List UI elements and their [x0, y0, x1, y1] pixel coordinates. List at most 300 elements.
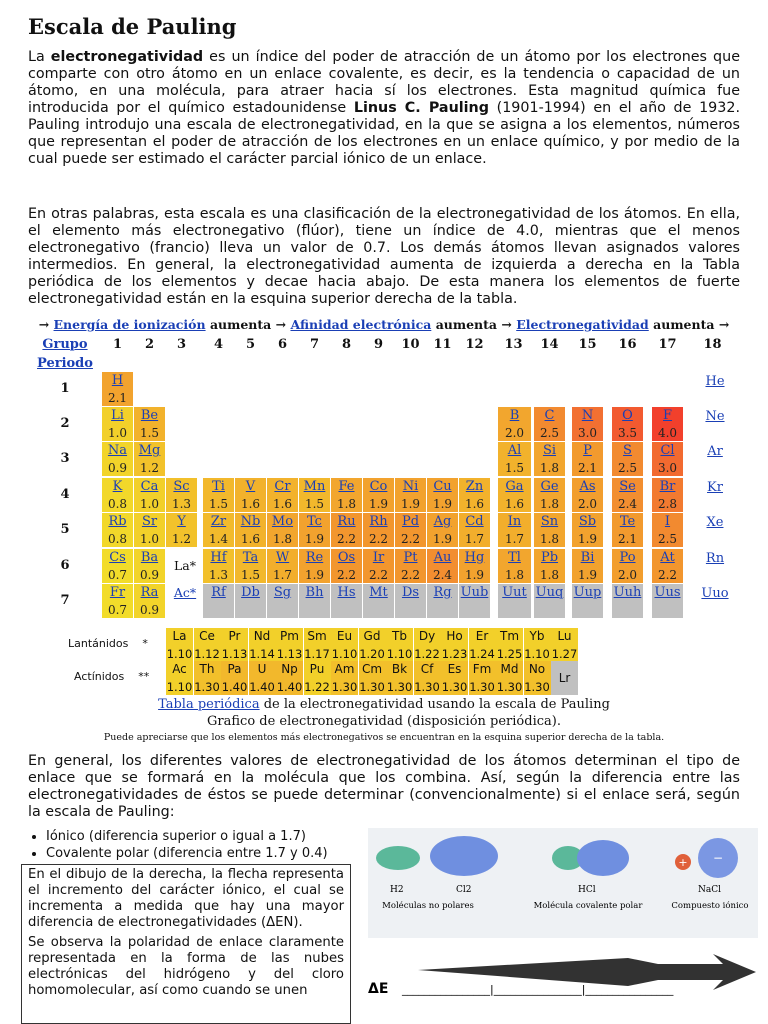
element-symbol: I — [664, 514, 671, 529]
element-symbol: In — [507, 514, 522, 529]
lanthanide-cell[interactable] — [194, 628, 221, 662]
element-cell[interactable] — [697, 478, 733, 512]
electronegativity-value: 2.5 — [617, 461, 638, 475]
element-symbol: Mt — [369, 585, 388, 600]
electronegativity-value: 1.30 — [469, 680, 495, 694]
element-cell[interactable] — [612, 407, 643, 441]
period-number: 7 — [60, 593, 70, 608]
lanthanide-cell[interactable] — [276, 628, 303, 662]
element-symbol: Lr — [558, 671, 571, 685]
element-symbol: Bk — [391, 662, 408, 676]
electronegativity-value: 1.14 — [249, 647, 275, 661]
element-symbol: Uut — [502, 585, 527, 600]
element-symbol: B — [509, 408, 520, 423]
element-cell[interactable] — [363, 478, 394, 512]
element-cell[interactable] — [534, 478, 565, 512]
element-cell[interactable] — [534, 407, 565, 441]
electronegativity-value: 2.1 — [107, 391, 128, 405]
element-symbol: Bh — [305, 585, 324, 600]
actinide-cell[interactable] — [221, 661, 248, 695]
list-item: • Covalente polar (diferencia entre 1.7 y 0.4) — [46, 845, 386, 862]
group-number: 10 — [401, 337, 420, 352]
element-cell[interactable] — [134, 478, 165, 512]
element-cell[interactable] — [697, 513, 733, 547]
element-symbol: Pt — [403, 550, 418, 565]
element-cell[interactable] — [395, 478, 426, 512]
element-symbol: Mo — [271, 514, 294, 529]
electronegativity-value: 2.1 — [577, 461, 598, 475]
electronegativity-value: 1.9 — [400, 497, 421, 511]
electronegativity-value: 1.9 — [464, 568, 485, 582]
element-cell[interactable] — [697, 372, 733, 406]
electronegativity-value: 1.8 — [539, 497, 560, 511]
electronegativity-value: 2.1 — [617, 532, 638, 546]
element-symbol: Rg — [433, 585, 452, 600]
link-electronegatividad[interactable]: Electronegatividad — [516, 317, 649, 332]
element-symbol: Db — [241, 585, 260, 600]
element-cell[interactable] — [652, 407, 683, 441]
hcl-label: HCl — [578, 885, 596, 895]
element-cell[interactable] — [235, 478, 266, 512]
element-symbol: Np — [281, 662, 298, 676]
period-number: 4 — [60, 487, 70, 502]
electronegativity-value: 2.2 — [368, 568, 389, 582]
actinide-cell[interactable] — [194, 661, 221, 695]
group-number: 14 — [540, 337, 559, 352]
electronegativity-value: 2.2 — [336, 532, 357, 546]
electronegativity-value: 1.10 — [166, 647, 193, 661]
element-cell[interactable] — [498, 584, 531, 618]
element-symbol: Cm — [361, 662, 383, 676]
element-cell[interactable] — [166, 513, 197, 547]
element-symbol: Pr — [228, 629, 241, 643]
molecule-illustration — [368, 828, 758, 938]
lanthanide-ref[interactable]: La* — [173, 558, 196, 573]
lanthanide-cell[interactable] — [359, 628, 386, 662]
molecule-diagram — [368, 828, 758, 938]
element-cell[interactable] — [459, 513, 490, 547]
element-cell[interactable] — [427, 513, 458, 547]
actinide-cell[interactable] — [249, 661, 276, 695]
electronegativity-value: 1.30 — [386, 680, 413, 694]
actinide-cell[interactable] — [496, 661, 523, 695]
link-energia-ionizacion[interactable]: Energía de ionización — [53, 317, 206, 332]
element-cell[interactable] — [331, 549, 362, 583]
element-symbol: Co — [369, 479, 388, 494]
element-symbol: Th — [199, 662, 215, 676]
actinide-cell[interactable] — [304, 661, 331, 695]
element-symbol: Tb — [392, 629, 407, 643]
element-cell[interactable] — [697, 584, 733, 618]
actinide-ref[interactable]: Ac* — [173, 585, 197, 600]
element-cell[interactable] — [498, 407, 531, 441]
element-cell[interactable] — [572, 584, 603, 618]
explanation-box: En el dibujo de la derecha, la flecha representa el incremento del carácter iónico, el cual se incrementa a medida que hay una mayor diferencia de electronegatividades (ΔEN). Se observa la polaridad de enlace claramente representada en la forma de las nubes electrónicas del hidrógeno y del cloro homomolecular, así como cuando se unen — [21, 864, 351, 1024]
scale-line: ________________|________________|________________ — [402, 983, 674, 996]
element-cell[interactable] — [267, 584, 298, 618]
element-symbol: Fe — [338, 479, 355, 494]
element-cell[interactable] — [203, 549, 234, 583]
element-cell[interactable] — [267, 549, 298, 583]
element-cell[interactable] — [395, 549, 426, 583]
electronegativity-value: 1.3 — [208, 568, 229, 582]
element-cell[interactable] — [498, 513, 531, 547]
group-number: 13 — [504, 337, 523, 352]
group-number: 1 — [112, 337, 123, 352]
element-symbol: Kr — [707, 480, 723, 495]
element-symbol: Ce — [199, 629, 215, 643]
element-cell[interactable] — [267, 478, 298, 512]
element-cell[interactable] — [427, 584, 458, 618]
electronegativity-value: 1.9 — [432, 497, 453, 511]
electronegativity-value: 1.13 — [221, 647, 248, 661]
element-symbol: Xe — [706, 515, 724, 530]
element-symbol: Ra — [140, 585, 159, 600]
electronegativity-value: 1.8 — [504, 568, 525, 582]
element-symbol: Uuh — [613, 585, 642, 600]
element-cell[interactable] — [363, 513, 394, 547]
element-cell[interactable] — [299, 584, 330, 618]
actinide-cell[interactable] — [414, 661, 441, 695]
electronegativity-value: 1.30 — [414, 680, 440, 694]
element-symbol: F — [662, 408, 673, 423]
element-symbol: Li — [111, 408, 124, 423]
electronegativity-value: 1.24 — [469, 647, 495, 661]
element-cell[interactable] — [427, 549, 458, 583]
electronegativity-value: 1.0 — [139, 532, 160, 546]
electronegativity-value: 1.9 — [577, 568, 598, 582]
electronegativity-value: 1.7 — [272, 568, 293, 582]
element-cell[interactable] — [203, 478, 234, 512]
electronegativity-value: 1.5 — [240, 568, 261, 582]
periodo-header[interactable]: Periodo — [37, 356, 93, 371]
element-symbol: As — [579, 479, 596, 494]
element-cell[interactable] — [612, 549, 643, 583]
element-symbol: Pm — [280, 629, 299, 643]
element-symbol: U — [257, 662, 267, 676]
element-symbol: No — [528, 662, 546, 676]
element-cell[interactable] — [102, 407, 133, 441]
element-cell[interactable] — [572, 513, 603, 547]
element-cell[interactable] — [459, 478, 490, 512]
element-cell[interactable] — [652, 442, 683, 476]
element-symbol: Br — [659, 479, 676, 494]
element-symbol: Tc — [307, 514, 322, 529]
lanthanide-cell[interactable] — [524, 628, 551, 662]
actinide-cell[interactable] — [551, 661, 578, 695]
element-symbol: Pa — [227, 662, 242, 676]
element-cell[interactable] — [572, 478, 603, 512]
element-cell[interactable] — [299, 549, 330, 583]
element-cell[interactable] — [572, 442, 603, 476]
element-symbol: Zn — [465, 479, 484, 494]
element-cell[interactable] — [331, 513, 362, 547]
element-cell[interactable] — [235, 584, 266, 618]
period-number: 3 — [60, 451, 70, 466]
element-cell[interactable] — [363, 549, 394, 583]
element-cell[interactable] — [395, 584, 426, 618]
element-cell[interactable] — [102, 372, 133, 406]
element-cell[interactable] — [363, 584, 394, 618]
electronegativity-value: 1.2 — [171, 532, 192, 546]
electronegativity-value: 1.5 — [504, 461, 525, 475]
caption-line1: Tabla periódica de la electronegatividad usando la escala de Pauling — [158, 697, 610, 712]
electronegativity-value: 0.7 — [107, 568, 128, 582]
element-symbol: Ho — [446, 629, 463, 643]
element-cell[interactable] — [652, 549, 683, 583]
element-symbol: Be — [140, 408, 159, 423]
element-symbol: Re — [305, 550, 324, 565]
electronegativity-value: 1.30 — [441, 680, 468, 694]
covalent-polar-label: Molécula covalente polar — [533, 901, 643, 911]
actinide-cell[interactable] — [331, 661, 358, 695]
grupo-header[interactable]: Grupo — [42, 337, 88, 352]
element-cell[interactable] — [572, 407, 603, 441]
element-cell[interactable] — [267, 513, 298, 547]
element-cell[interactable] — [534, 549, 565, 583]
element-symbol: Pd — [401, 514, 420, 529]
element-symbol: Es — [447, 662, 462, 676]
electronegativity-value: 1.9 — [304, 532, 325, 546]
element-cell[interactable] — [459, 549, 490, 583]
element-symbol: Uus — [654, 585, 681, 600]
electronegativity-value: 2.4 — [432, 568, 453, 582]
element-symbol: Gd — [363, 629, 381, 643]
electronegativity-value: 2.2 — [336, 568, 357, 582]
element-symbol: Rh — [369, 514, 388, 529]
electronegativity-value: 1.10 — [166, 680, 193, 694]
element-symbol: Ge — [540, 479, 559, 494]
electronegativity-value: 1.9 — [368, 497, 389, 511]
element-symbol: Se — [619, 479, 636, 494]
actinide-cell[interactable] — [469, 661, 496, 695]
actinide-cell[interactable] — [276, 661, 303, 695]
element-cell[interactable] — [612, 513, 643, 547]
element-cell[interactable] — [459, 584, 490, 618]
element-cell[interactable] — [203, 584, 234, 618]
electronegativity-value: 4.0 — [657, 426, 678, 440]
element-cell[interactable] — [134, 442, 165, 476]
electronegativity-value: 1.9 — [577, 532, 598, 546]
lanthanide-cell[interactable] — [249, 628, 276, 662]
trend-line: → Energía de ionización aumenta → Afinidad electrónica aumenta → Electronegatividad aumenta → — [38, 317, 730, 332]
element-symbol: Os — [337, 550, 356, 565]
element-symbol: Yb — [529, 629, 545, 643]
element-cell[interactable] — [134, 513, 165, 547]
electronegativity-value: 2.2 — [400, 532, 421, 546]
lanthanide-cell[interactable] — [551, 628, 578, 662]
plus-sign: + — [678, 856, 688, 869]
element-symbol: Ca — [140, 479, 159, 494]
element-symbol: Sb — [578, 514, 597, 529]
minus-sign: − — [712, 851, 724, 865]
element-cell[interactable] — [134, 584, 165, 618]
element-cell[interactable] — [612, 442, 643, 476]
cl2-cloud — [430, 836, 498, 876]
element-symbol: P — [583, 443, 592, 458]
element-symbol: At — [660, 550, 675, 565]
lanthanide-cell[interactable] — [441, 628, 468, 662]
element-symbol: Hg — [464, 550, 485, 565]
element-cell[interactable] — [534, 513, 565, 547]
element-symbol: Tm — [499, 629, 520, 643]
element-cell[interactable] — [134, 549, 165, 583]
element-cell[interactable] — [652, 478, 683, 512]
element-symbol: O — [622, 408, 633, 423]
lanthanide-cell[interactable] — [221, 628, 248, 662]
link-afinidad-electronica[interactable]: Afinidad electrónica — [290, 317, 432, 332]
electronegativity-value: 1.30 — [194, 680, 220, 694]
third-paragraph: En general, los diferentes valores de electronegatividad de los átomos determinan el tipo de enlace que se formará en la molécula que los combina. Así, según la diferencia entre las electronegatividades de éstos se puede determinar (convencionalmente) si el enlace será, según la escala de Pauling: — [28, 753, 740, 820]
actinide-cell[interactable] — [441, 661, 468, 695]
element-cell[interactable] — [427, 478, 458, 512]
electronegativity-value: 2.2 — [368, 532, 389, 546]
electronegativity-value: 0.9 — [107, 461, 128, 475]
element-symbol: Mg — [138, 443, 161, 458]
lanthanide-cell[interactable] — [331, 628, 358, 662]
element-cell[interactable] — [498, 442, 531, 476]
lanthanide-cell[interactable] — [386, 628, 413, 662]
element-symbol: Y — [177, 514, 186, 529]
lanthanide-cell[interactable] — [304, 628, 331, 662]
group-number: 3 — [176, 337, 187, 352]
electronegativity-value: 1.23 — [441, 647, 468, 661]
element-symbol: Cr — [274, 479, 291, 494]
element-symbol: Sc — [173, 479, 190, 494]
actinide-cell[interactable] — [386, 661, 413, 695]
element-cell[interactable] — [299, 478, 330, 512]
element-cell[interactable] — [697, 442, 733, 476]
actinide-cell[interactable] — [524, 661, 551, 695]
group-number: 4 — [213, 337, 224, 352]
element-cell[interactable] — [534, 584, 565, 618]
lanthanide-cell[interactable] — [469, 628, 496, 662]
group-number: 18 — [703, 337, 722, 352]
element-symbol: Fr — [109, 585, 126, 600]
electronegativity-value: 1.10 — [524, 647, 550, 661]
element-symbol: H — [111, 373, 124, 388]
group-number: 15 — [578, 337, 597, 352]
element-cell[interactable] — [102, 513, 133, 547]
element-symbol: Sn — [540, 514, 559, 529]
element-symbol: Rn — [705, 551, 725, 566]
element-symbol: Eu — [336, 629, 353, 643]
element-cell[interactable] — [652, 513, 683, 547]
element-cell[interactable] — [697, 549, 733, 583]
electronegativity-value: 1.0 — [139, 497, 160, 511]
element-symbol: Rb — [108, 514, 127, 529]
element-cell[interactable] — [166, 478, 197, 512]
element-cell[interactable] — [498, 478, 531, 512]
group-number: 6 — [277, 337, 288, 352]
electronegativity-value: 1.8 — [272, 532, 293, 546]
group-number: 11 — [433, 337, 452, 352]
caption-line3: Puede apreciarse que los elementos más electronegativos se encuentran en la esquina superior derecha de la tabla. — [103, 732, 665, 743]
electronegativity-value: 0.7 — [107, 603, 128, 617]
element-cell[interactable] — [612, 584, 643, 618]
element-cell[interactable] — [102, 442, 133, 476]
element-cell[interactable] — [299, 513, 330, 547]
element-symbol: Nd — [253, 629, 271, 643]
period-number: 6 — [60, 558, 70, 573]
element-symbol: Mn — [303, 479, 326, 494]
element-cell[interactable] — [498, 549, 531, 583]
element-symbol: Ta — [242, 550, 259, 565]
element-symbol: Ga — [505, 479, 524, 494]
electronegativity-value: 1.8 — [336, 497, 357, 511]
element-symbol: Na — [107, 443, 128, 458]
element-symbol: Ti — [212, 479, 225, 494]
element-symbol: Ba — [140, 550, 159, 565]
element-symbol: Cd — [465, 514, 484, 529]
element-cell[interactable] — [331, 584, 362, 618]
lanthanide-cell[interactable] — [496, 628, 523, 662]
electronegativity-value: 1.6 — [240, 497, 261, 511]
element-symbol: Ru — [337, 514, 356, 529]
h2-cloud — [376, 846, 420, 870]
element-symbol: Ar — [707, 444, 723, 459]
electronegativity-value: 1.8 — [539, 532, 560, 546]
element-symbol: Am — [334, 662, 355, 676]
electronegativity-value: 1.4 — [208, 532, 229, 546]
electronegativity-value: 1.27 — [551, 647, 578, 661]
element-cell[interactable] — [235, 549, 266, 583]
element-cell[interactable] — [235, 513, 266, 547]
element-symbol: Lu — [557, 629, 572, 643]
electronegativity-value: 2.2 — [400, 568, 421, 582]
element-symbol: Ag — [433, 514, 452, 529]
element-symbol: La — [172, 629, 187, 643]
lanthanide-cell[interactable] — [166, 628, 193, 662]
actinide-cell[interactable] — [359, 661, 386, 695]
element-cell[interactable] — [395, 513, 426, 547]
element-symbol: Hs — [337, 585, 356, 600]
electronegativity-value: 1.30 — [524, 680, 550, 694]
element-cell[interactable] — [612, 478, 643, 512]
element-cell[interactable] — [102, 478, 133, 512]
electronegativity-value: 0.8 — [107, 497, 128, 511]
cl2-label: Cl2 — [456, 885, 472, 895]
page-title: Escala de Pauling — [28, 14, 237, 39]
link-tabla-periodica[interactable]: Tabla periódica — [158, 697, 260, 712]
electronegativity-value: 1.5 — [139, 426, 160, 440]
actinide-cell[interactable] — [166, 661, 193, 695]
element-cell[interactable] — [203, 513, 234, 547]
element-symbol: Cs — [109, 550, 126, 565]
caption-line2: Grafico de electronegatividad (disposición periódica). — [207, 714, 561, 729]
element-cell[interactable] — [134, 407, 165, 441]
element-cell[interactable] — [697, 407, 733, 441]
element-cell[interactable] — [652, 584, 683, 618]
lanthanide-cell[interactable] — [414, 628, 441, 662]
lanthanides-label: Lantánidos * — [68, 637, 148, 650]
electronegativity-value: 1.13 — [276, 647, 303, 661]
electronegativity-value: 1.2 — [139, 461, 160, 475]
element-cell[interactable] — [534, 442, 565, 476]
element-cell[interactable] — [102, 549, 133, 583]
electronegativity-value: 1.6 — [240, 532, 261, 546]
electronegativity-value: 1.8 — [539, 461, 560, 475]
element-cell[interactable] — [572, 549, 603, 583]
element-cell[interactable] — [331, 478, 362, 512]
element-cell[interactable] — [102, 584, 133, 618]
electronegativity-value: 0.9 — [139, 568, 160, 582]
element-symbol: Hf — [210, 550, 227, 565]
electronegativity-value: 1.20 — [359, 647, 385, 661]
electronegativity-value: 1.6 — [504, 497, 525, 511]
element-symbol: Dy — [418, 629, 436, 643]
period-number: 5 — [60, 522, 70, 537]
